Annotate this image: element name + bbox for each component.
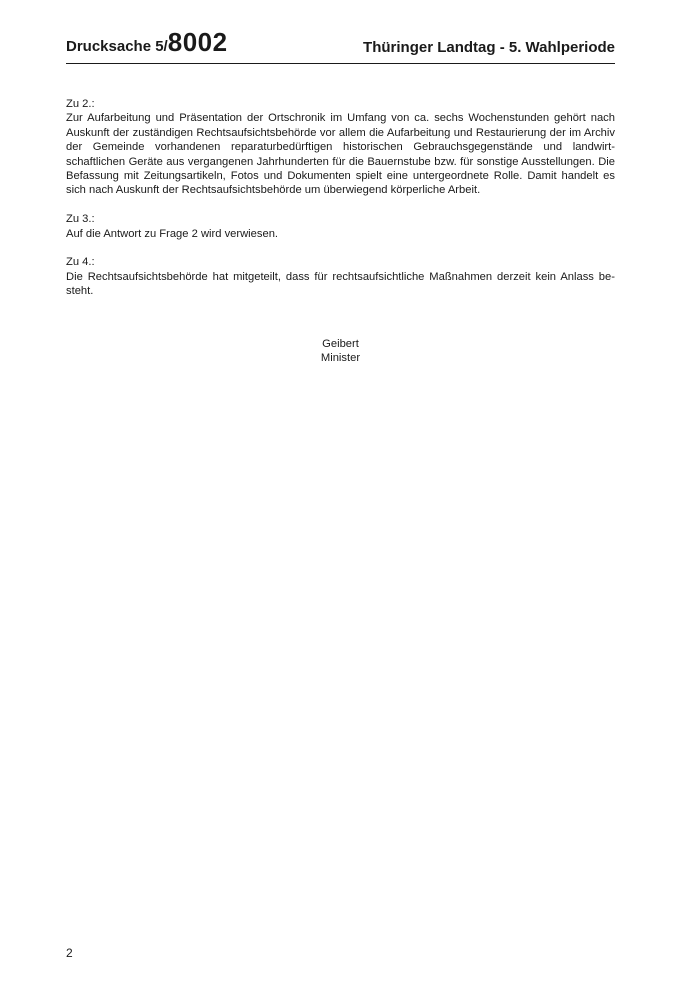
page-number: 2 (66, 946, 73, 960)
answer-section-3 (66, 212, 615, 241)
answer-section-2 (66, 97, 615, 198)
answer-section-4 (66, 255, 615, 298)
section-heading: Zu 2.: (66, 98, 95, 110)
section-text: Die Rechtsaufsichtsbehörde hat mitgeteilt, dass für rechtsaufsichtliche Maßnahmen derzeit kein Anlass besteht. (66, 270, 615, 298)
section-heading: Zu 3.: (66, 213, 95, 226)
parliament-title: Thüringer Landtag - 5. Wahlperiode (363, 39, 615, 56)
header-divider (66, 63, 615, 64)
section-text: Auf die Antwort zu Frage 2 wird verwiesen. (66, 227, 279, 240)
document-body (66, 97, 615, 313)
page-header (66, 27, 615, 62)
section-text: Zur Aufarbeitung und Präsentation der Ortschronik im Umfang von ca. sechs Wochenstunden gehört nach Auskunft der zuständigen Rechtsaufsichtsbehörde vor allem die Aufarbeitung und Restaurierung der im Archiv der Gemeinde vorhandenen reparaturbedürftigen historischen Gebrauchsgegenstände und landwirtschaftlichen Geräte aus vergangenen Jahrhunderten für die Bauernstube bzw. für sonstige Ausstellungen. Die Befassung mit Zeitungsartikeln, Fotos und Dokumenten spielt eine untergeordnete Rolle. Damit handelt es sich nach Auskunft der Rechtsaufsichtsbehörde um überwiegend körperliche Arbeit. (66, 112, 615, 197)
section-heading: Zu 4.: (66, 256, 95, 269)
signatory-name: Geibert (322, 338, 359, 350)
document-number-value: 8002 (167, 27, 228, 57)
document-number-prefix: Drucksache 5/ (66, 38, 168, 55)
signatory-title: Minister (320, 352, 361, 365)
document-number (66, 27, 228, 58)
signature-block (66, 337, 615, 366)
